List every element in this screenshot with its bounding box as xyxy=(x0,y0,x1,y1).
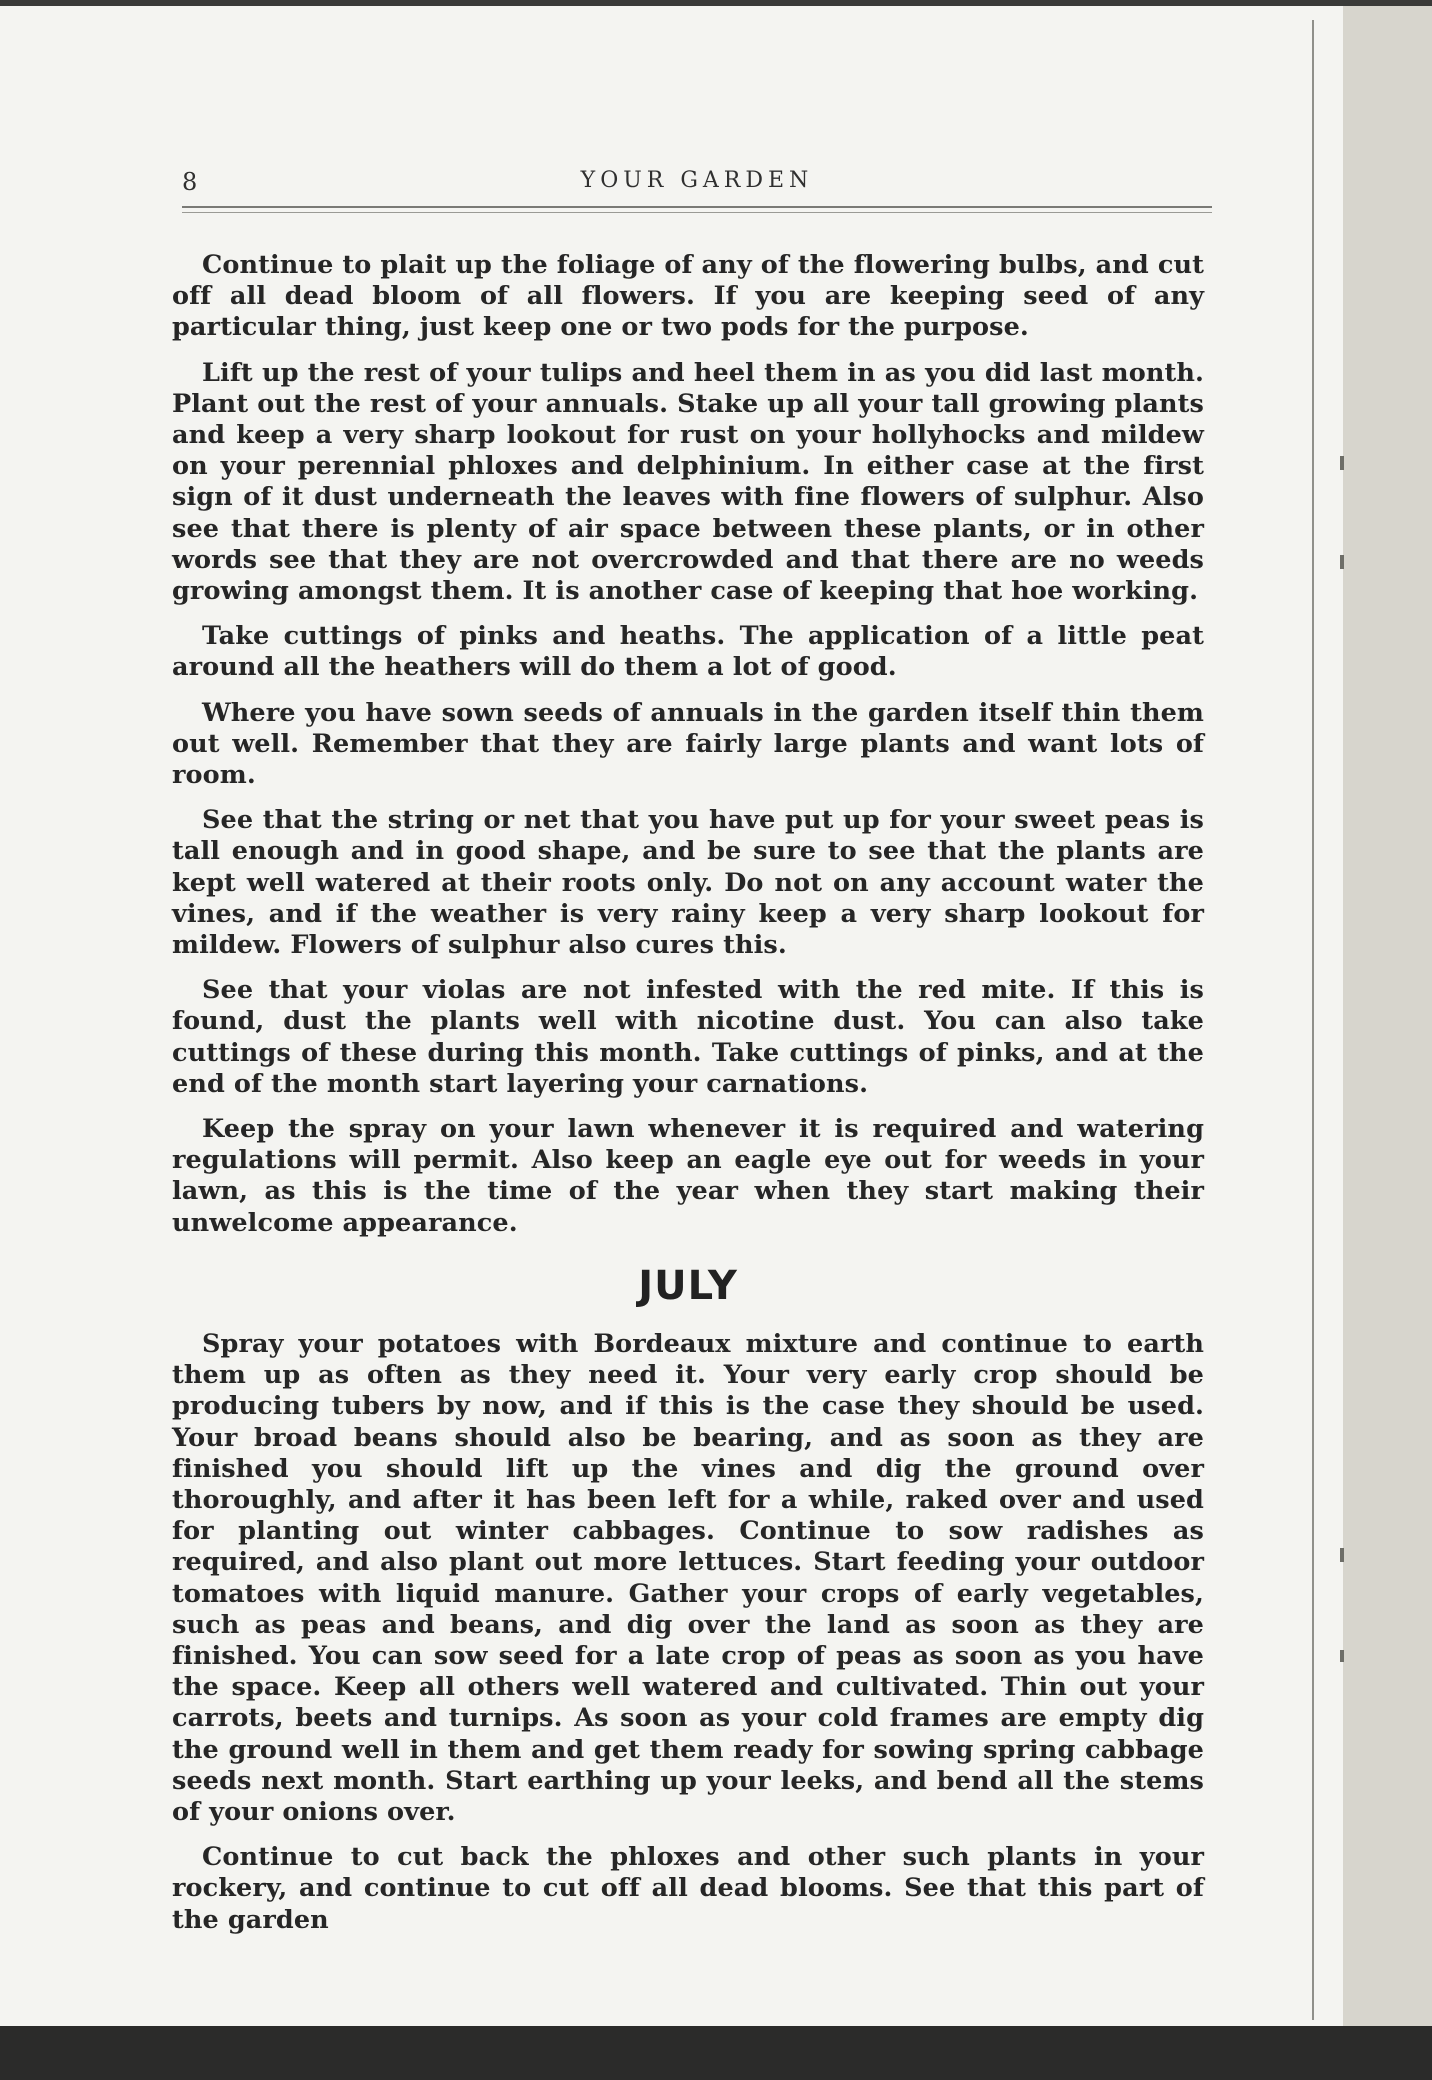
header-rule-thin xyxy=(182,212,1212,213)
paragraph: Continue to plait up the foliage of any of the flowering bulbs, and cut off all dead bloom of all flowers. If you are keeping seed of any particular thing, just keep one or two pods for the purpose. xyxy=(172,250,1204,343)
page-edge-line xyxy=(1312,20,1314,2020)
page-number: 8 xyxy=(182,168,198,196)
paragraph: Lift up the rest of your tulips and heel them in as you did last month. Plant out the rest of your annuals. Stake up all your tall growing plants and keep a very sharp lookout for rust on your hollyhocks and mildew on your perennial phloxes and delphinium. In either case at the first sign of it dust underneath the leaves with fine flowers of sulphur. Also see that there is plenty of air space between these plants, or in other words see that they are not overcrowded and that there are no weeds growing amongst them. It is another case of keeping that hoe working. xyxy=(172,357,1204,607)
edge-mark xyxy=(1340,555,1344,569)
paragraph: Take cuttings of pinks and heaths. The application of a little peat around all the heathers will do them a lot of good. xyxy=(172,621,1204,683)
paragraph: Where you have sown seeds of annuals in the garden itself thin them out well. Remember that they are fairly large plants and want lots of room. xyxy=(172,697,1204,791)
section-heading-july: JULY xyxy=(638,1262,738,1309)
paragraph: Spray your potatoes with Bordeaux mixture and continue to earth them up as often as they need it. Your very early crop should be producing tubers by now, and if this is the case they should be used. Your broad beans should also be bearing, and as soon as they are finished you should lift up the vines and dig the ground over thoroughly, and after it has been left for a while, raked over and used for planting out winter cabbages. Continue to sow radishes as required, and also plant out more lettuces. Start feeding your outdoor tomatoes with liquid manure. Gather your crops of early vegetables, such as peas and beans, and dig over the land as soon as they are finished. You can sow seed for a late crop of peas as soon as you have the space. Keep all others well watered and cultivated. Thin out your carrots, beets and turnips. As soon as your cold frames are empty dig the ground well in them and get them ready for sowing spring cabbage seeds next month. Start earthing up your leeks, and bend all the stems of your onions over. xyxy=(172,1328,1204,1827)
edge-mark xyxy=(1340,456,1344,470)
paragraph: Keep the spray on your lawn whenever it is required and watering regulations will permit. Also keep an eagle eye out for weeds in your lawn, as this is the time of the year when they start making their unwelcome appearance. xyxy=(172,1114,1204,1238)
edge-mark xyxy=(1340,1548,1344,1562)
header-rule xyxy=(182,206,1212,208)
page-header xyxy=(182,168,1212,202)
edge-mark xyxy=(1340,1650,1344,1662)
paragraph: See that your violas are not infested with the red mite. If this is found, dust the plants well with nicotine dust. You can also take cuttings of these during this month. Take cuttings of pinks, and at the end of the month start layering your carnations. xyxy=(172,975,1204,1099)
running-title: YOUR GARDEN xyxy=(580,168,814,193)
paragraph: See that the string or net that you have put up for your sweet peas is tall enough and in good shape, and be sure to see that the plants are kept well watered at their roots only. Do not on any account water the vines, and if the weather is very rainy keep a very sharp lookout for mildew. Flowers of sulphur also cures this. xyxy=(172,805,1204,961)
paragraph: Continue to cut back the phloxes and other such plants in your rockery, and continue to cut off all dead blooms. See that this part of the garden xyxy=(172,1842,1204,1935)
scan-bottom-border xyxy=(0,2026,1432,2080)
page-body xyxy=(172,250,1204,1950)
